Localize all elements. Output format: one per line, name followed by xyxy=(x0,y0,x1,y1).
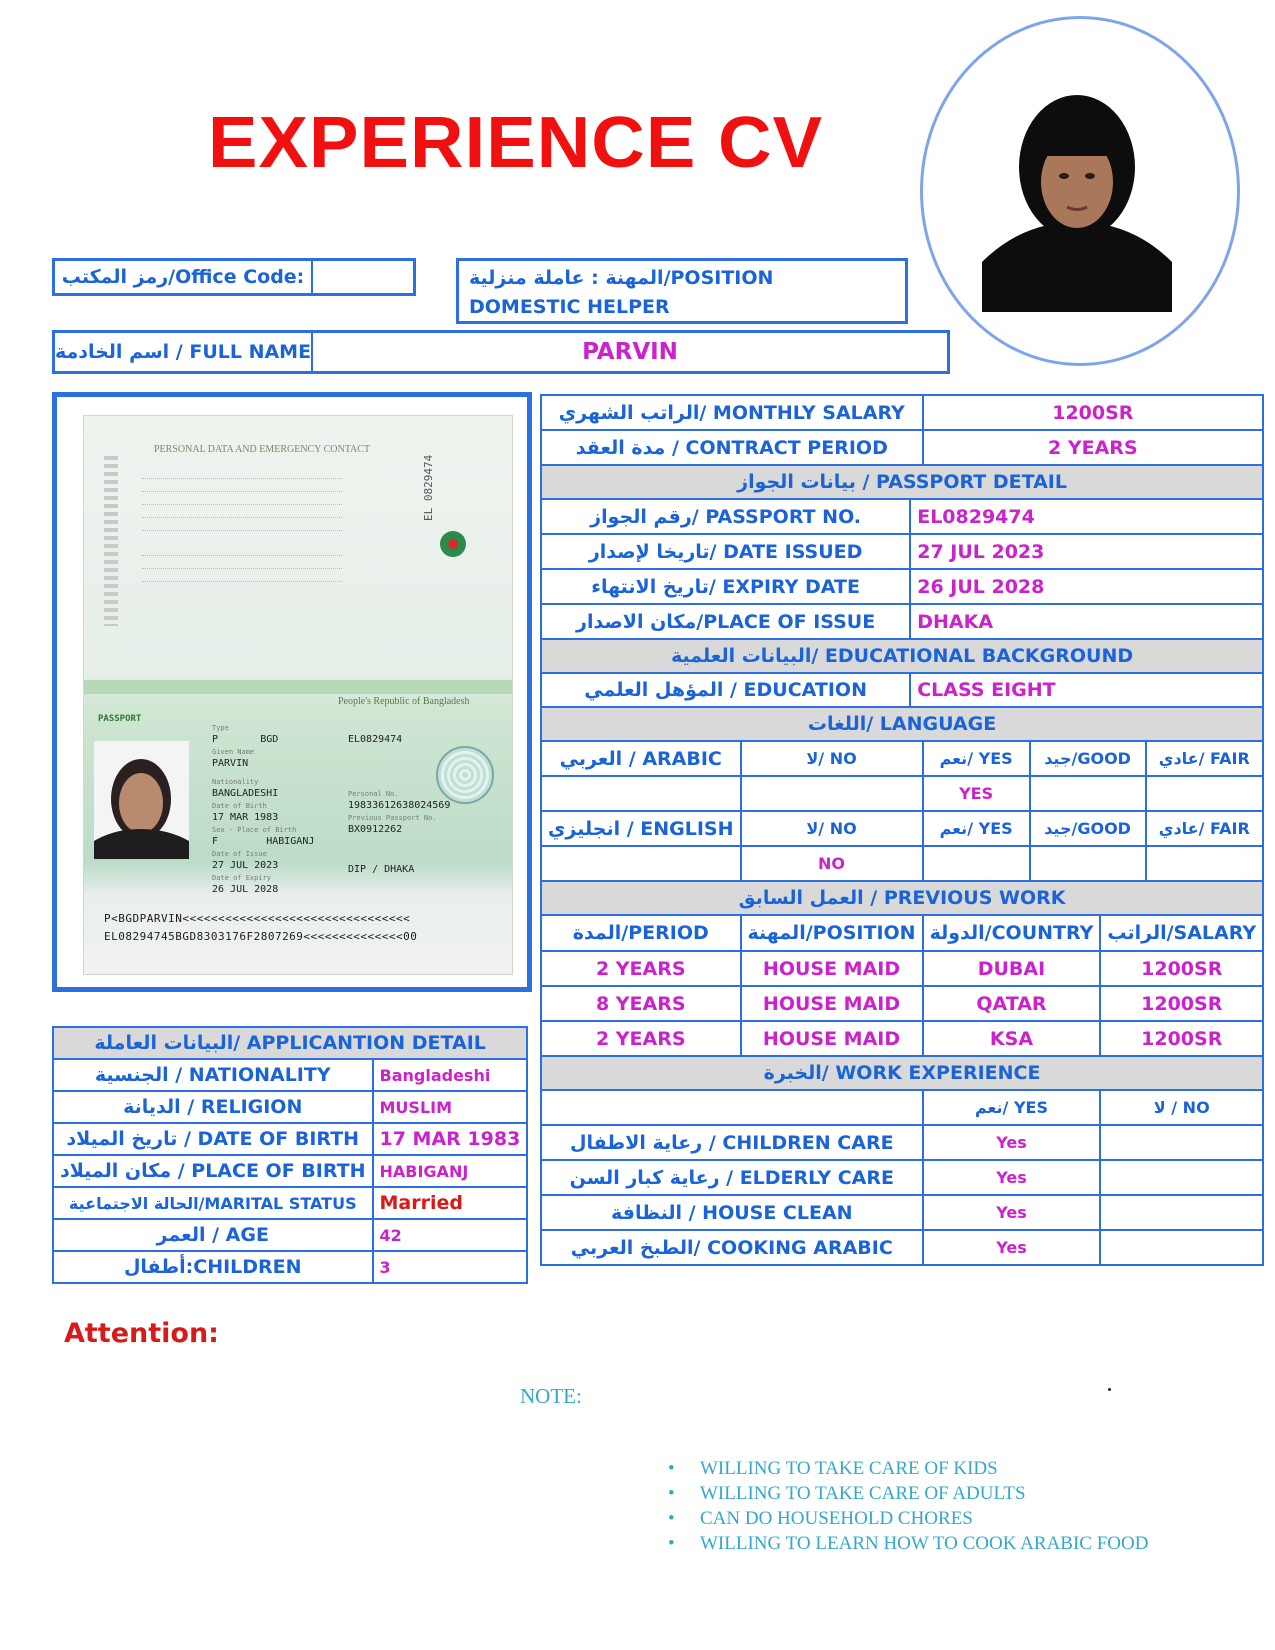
we-label: الطبخ العربي/ COOKING ARABIC xyxy=(541,1230,923,1265)
pw-period: 2 YEARS xyxy=(541,1021,741,1056)
table-row xyxy=(541,1125,1263,1160)
passport-detail-header: بيانات الجواز / PASSPORT DETAIL xyxy=(541,465,1263,499)
pp-code: BGD xyxy=(260,734,279,745)
pp-name: PARVIN xyxy=(212,758,249,769)
application-table xyxy=(52,1026,528,1284)
education-header: البيانات العلمية/ EDUCATIONAL BACKGROUND xyxy=(541,639,1263,673)
pw-salary: 1200SR xyxy=(1100,951,1263,986)
we-yes: Yes xyxy=(923,1230,1101,1265)
table-row xyxy=(541,986,1263,1021)
pp-passport-label: PASSPORT xyxy=(98,714,142,724)
we-label: رعاية كبار السن / ELDERLY CARE xyxy=(541,1160,923,1195)
date-issued-value: 27 JUL 2023 xyxy=(910,534,1263,569)
pp-pob: HABIGANJ xyxy=(266,836,315,847)
app-value: MUSLIM xyxy=(373,1091,528,1123)
full-name-label: اسم الخادمة / FULL NAME xyxy=(55,333,313,371)
pp-prev-passport: BX0912262 xyxy=(348,824,403,835)
table-row xyxy=(53,1091,527,1123)
position-box xyxy=(456,258,908,324)
lang-col-good: جيد/GOOD xyxy=(1030,741,1146,776)
passport-row xyxy=(541,534,1263,569)
we-col-yes: نعم/ YES xyxy=(923,1090,1101,1125)
table-row xyxy=(541,1230,1263,1265)
table-row xyxy=(541,1160,1263,1195)
pp-heading: PERSONAL DATA AND EMERGENCY CONTACT xyxy=(154,444,371,455)
english-values-row xyxy=(541,846,1263,881)
english-row xyxy=(541,811,1263,846)
table-row xyxy=(53,1187,527,1219)
details-table xyxy=(540,394,1264,1266)
salary-label: الراتب الشهري/ MONTHLY SALARY xyxy=(541,395,923,430)
pp-side-number: EL 0829474 xyxy=(422,454,435,521)
office-code-label: رمز المكتب/Office Code: xyxy=(55,261,313,293)
app-label: تاريخ الميلاد / DATE OF BIRTH xyxy=(53,1123,373,1155)
table-row xyxy=(53,1155,527,1187)
pp-type: P xyxy=(212,734,219,745)
pp-data-left: Type P BGD Given Name PARVIN Nationality BANGLADESHI Date of Birth 17 MAR 1983 Sex · Place of Birth F HABIGANJ Date of Issue 27 JUL 2023 Date of Expiry 26 JUL 2028 xyxy=(212,724,315,895)
arabic-label: العربي / ARABIC xyxy=(541,741,741,776)
app-value: 17 MAR 1983 xyxy=(373,1123,528,1155)
previous-work-header: العمل السابق / PREVIOUS WORK xyxy=(541,881,1263,915)
full-name-box xyxy=(52,330,950,374)
salary-row xyxy=(541,395,1263,430)
list-item: • WILLING TO TAKE CARE OF ADULTS xyxy=(660,1481,1148,1506)
perforation xyxy=(104,456,118,626)
english-no-value: NO xyxy=(741,846,923,881)
table-row xyxy=(53,1059,527,1091)
table-row xyxy=(53,1251,527,1283)
applicant-photo xyxy=(982,72,1172,312)
we-yes: Yes xyxy=(923,1125,1101,1160)
salary-value: 1200SR xyxy=(923,395,1264,430)
pw-col-period: المدة/PERIOD xyxy=(541,915,741,951)
contract-label: مدة العقد / CONTRACT PERIOD xyxy=(541,430,923,465)
education-value: CLASS EIGHT xyxy=(910,673,1263,707)
app-value-married: Married xyxy=(373,1187,528,1219)
arabic-row xyxy=(541,741,1263,776)
pp-sex: F xyxy=(212,836,219,847)
full-name-value: PARVIN xyxy=(582,339,678,365)
app-label: الحالة الاجتماعية/MARITAL STATUS xyxy=(53,1187,373,1219)
pw-country: KSA xyxy=(923,1021,1101,1056)
app-label: الديانة / RELIGION xyxy=(53,1091,373,1123)
we-label: رعاية الاطفال / CHILDREN CARE xyxy=(541,1125,923,1160)
education-row xyxy=(541,673,1263,707)
place-issue-label: مكان الاصدار/PLACE OF ISSUE xyxy=(541,604,910,639)
lang-col-no: لا/ NO xyxy=(741,811,923,846)
passport-scan xyxy=(52,392,532,992)
place-issue-value: DHAKA xyxy=(910,604,1263,639)
arabic-values-row xyxy=(541,776,1263,811)
pp-authority: DIP / DHAKA xyxy=(348,864,415,875)
pp-country: People's Republic of Bangladesh xyxy=(338,696,470,707)
language-header: اللغات/ LANGUAGE xyxy=(541,707,1263,741)
passport-no-label: رقم الجواز/ PASSPORT NO. xyxy=(541,499,910,534)
pp-photo xyxy=(94,741,189,859)
lang-col-no: لا/ NO xyxy=(741,741,923,776)
pp-nationality: BANGLADESHI xyxy=(212,788,279,799)
expiry-date-value: 26 JUL 2028 xyxy=(910,569,1263,604)
pp-number: EL0829474 xyxy=(348,734,403,745)
previous-work-cols xyxy=(541,915,1263,951)
pw-country: QATAR xyxy=(923,986,1101,1021)
table-row xyxy=(541,1195,1263,1230)
pp-mrz-2: EL08294745BGD8303176F2807269<<<<<<<<<<<<<<00 xyxy=(104,930,418,943)
pw-salary: 1200SR xyxy=(1100,986,1263,1021)
contract-value: 2 YEARS xyxy=(923,430,1264,465)
attention-label: Attention: xyxy=(64,1318,219,1349)
list-item: • WILLING TO TAKE CARE OF KIDS xyxy=(660,1456,1148,1481)
seal-icon xyxy=(436,746,494,804)
english-label: انجليزي / ENGLISH xyxy=(541,811,741,846)
pp-expiry: 26 JUL 2028 xyxy=(212,884,279,895)
pw-salary: 1200SR xyxy=(1100,1021,1263,1056)
lang-col-yes: نعم/ YES xyxy=(923,741,1030,776)
table-row xyxy=(53,1123,527,1155)
pw-position: HOUSE MAID xyxy=(741,951,923,986)
note-list xyxy=(660,1456,1148,1556)
date-issued-label: تاريخا لإصدار/ DATE ISSUED xyxy=(541,534,910,569)
we-yes: Yes xyxy=(923,1195,1101,1230)
pw-col-country: الدولة/COUNTRY xyxy=(923,915,1101,951)
pw-period: 8 YEARS xyxy=(541,986,741,1021)
app-value: HABIGANJ xyxy=(373,1155,528,1187)
application-header: البيانات العاملة/ APPLICANTION DETAIL xyxy=(53,1027,527,1059)
pw-position: HOUSE MAID xyxy=(741,1021,923,1056)
passport-no-value: EL0829474 xyxy=(910,499,1263,534)
app-value: 3 xyxy=(373,1251,528,1283)
passport-row xyxy=(541,569,1263,604)
we-col-no: لا / NO xyxy=(1100,1090,1263,1125)
pw-period: 2 YEARS xyxy=(541,951,741,986)
app-label: مكان الميلاد / PLACE OF BIRTH xyxy=(53,1155,373,1187)
pp-personal-no: 19833612638024569 xyxy=(348,800,451,811)
list-item: • WILLING TO LEARN HOW TO COOK ARABIC FOOD xyxy=(660,1531,1148,1556)
arabic-yes-value: YES xyxy=(923,776,1030,811)
lang-col-fair: عادي/ FAIR xyxy=(1146,741,1264,776)
page-title: EXPERIENCE CV xyxy=(208,103,824,183)
position-label: المهنة : عاملة منزلية/POSITION xyxy=(469,267,774,289)
pw-col-salary: الراتب/SALARY xyxy=(1100,915,1263,951)
table-row xyxy=(53,1219,527,1251)
work-experience-header: الخبرة/ WORK EXPERIENCE xyxy=(541,1056,1263,1090)
position-value: DOMESTIC HELPER xyxy=(469,296,670,318)
app-value: Bangladeshi xyxy=(373,1059,528,1091)
app-label: العمر / AGE xyxy=(53,1219,373,1251)
pp-issued: 27 JUL 2023 xyxy=(212,860,279,871)
pw-col-position: المهنة/POSITION xyxy=(741,915,923,951)
pw-position: HOUSE MAID xyxy=(741,986,923,1021)
app-label: أطفال:CHILDREN xyxy=(53,1251,373,1283)
lang-col-fair: عادي/ FAIR xyxy=(1146,811,1264,846)
stray-dot xyxy=(1108,1388,1111,1391)
app-label: الجنسية / NATIONALITY xyxy=(53,1059,373,1091)
table-row xyxy=(541,1021,1263,1056)
note-label: NOTE: xyxy=(520,1384,582,1408)
emblem-icon xyxy=(440,531,466,557)
we-yes: Yes xyxy=(923,1160,1101,1195)
passport-row xyxy=(541,604,1263,639)
office-code-value xyxy=(313,261,413,293)
expiry-date-label: تاريخ الانتهاء/ EXPIRY DATE xyxy=(541,569,910,604)
we-label: النظافة / HOUSE CLEAN xyxy=(541,1195,923,1230)
app-value: 42 xyxy=(373,1219,528,1251)
pp-personal-lines xyxy=(142,468,342,584)
pp-dob: 17 MAR 1983 xyxy=(212,812,279,823)
pp-data-right: EL0829474 Personal No. 19833612638024569 Previous Passport No. BX0912262 DIP / DHAKA xyxy=(348,734,451,875)
passport-row xyxy=(541,499,1263,534)
lang-col-good: جيد/GOOD xyxy=(1030,811,1146,846)
education-label: المؤهل العلمي / EDUCATION xyxy=(541,673,910,707)
contract-row xyxy=(541,430,1263,465)
work-experience-cols xyxy=(541,1090,1263,1125)
pw-country: DUBAI xyxy=(923,951,1101,986)
office-code-box xyxy=(52,258,416,296)
pp-mrz-1: P<BGDPARVIN<<<<<<<<<<<<<<<<<<<<<<<<<<<<<<<< xyxy=(104,912,411,925)
list-item: • CAN DO HOUSEHOLD CHORES xyxy=(660,1506,1148,1531)
lang-col-yes: نعم/ YES xyxy=(923,811,1030,846)
table-row xyxy=(541,951,1263,986)
